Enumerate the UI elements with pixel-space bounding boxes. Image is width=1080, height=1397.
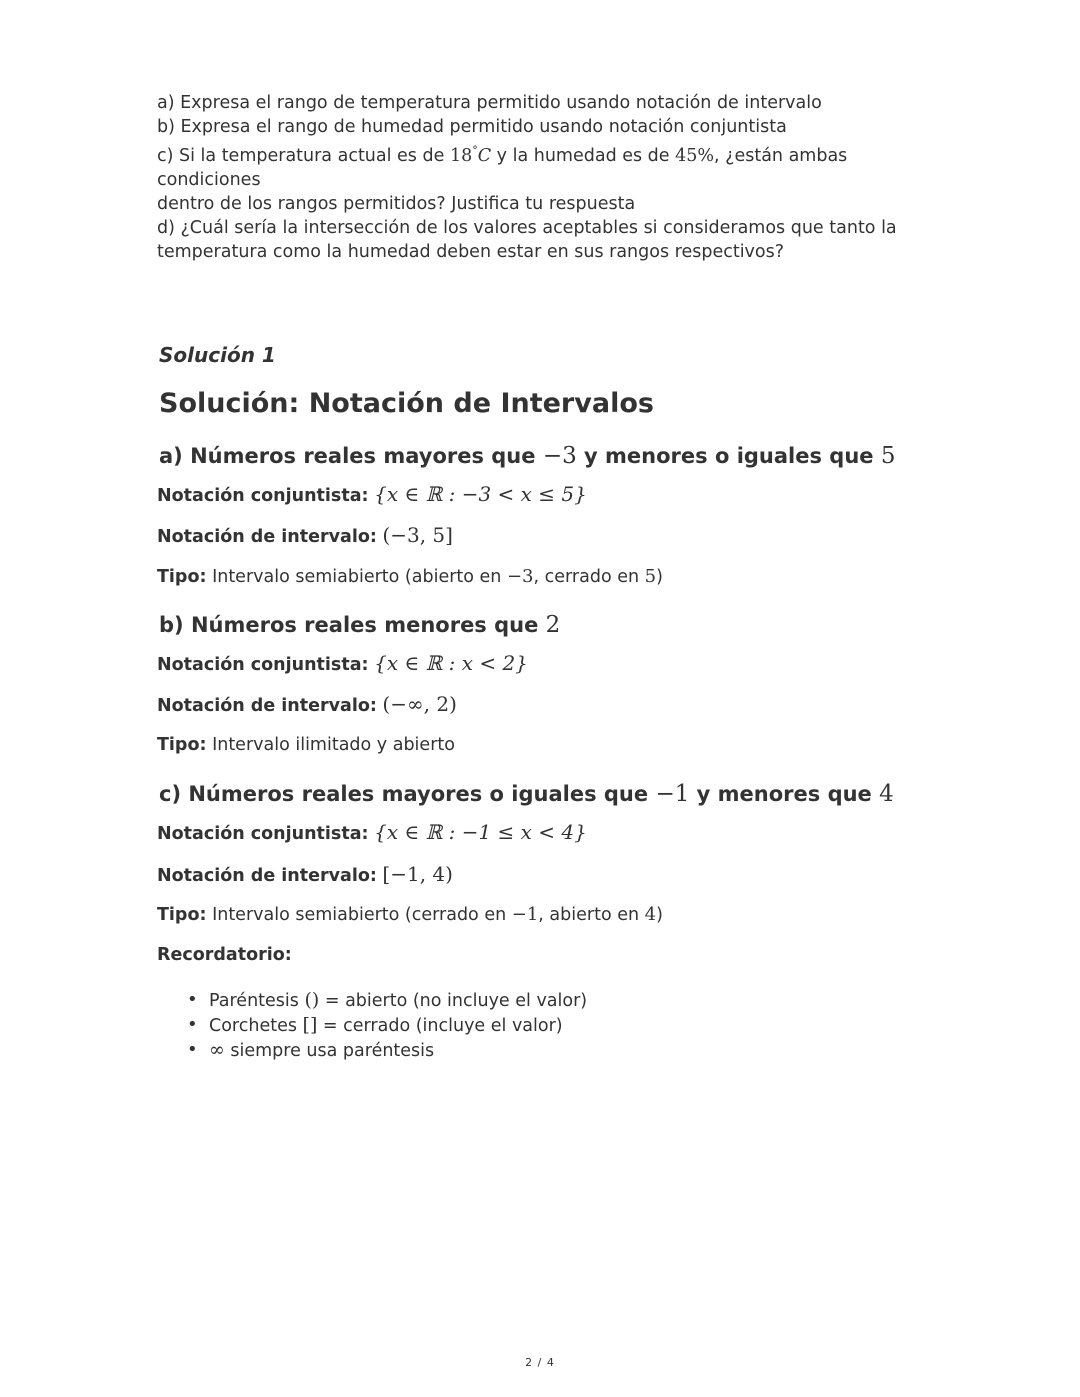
page-title: Solución: Notación de Intervalos xyxy=(159,388,654,419)
section-c-set-notation: Notación conjuntista: {x ∈ ℝ : −1 ≤ x < 4} xyxy=(157,820,587,844)
question-c-continued: dentro de los rangos permitidos? Justifica tu respuesta xyxy=(157,193,636,214)
section-c-interval-notation: Notación de intervalo: [−1, 4) xyxy=(157,862,453,886)
question-a: a) Expresa el rango de temperatura permitido usando notación de intervalo xyxy=(157,93,822,113)
exercise-questions xyxy=(157,91,937,264)
list-item: • Paréntesis () = abierto (no incluye el valor) xyxy=(187,988,587,1013)
section-a-title: a) Números reales mayores que −3 y menores o iguales que 5 xyxy=(159,443,896,469)
section-c-title: c) Números reales mayores o iguales que −1 y menores que 4 xyxy=(159,781,894,807)
section-c-type: Tipo: Intervalo semiabierto (cerrado en −1, abierto en 4) xyxy=(157,904,663,925)
question-c: c) Si la temperatura actual es de 18°C y la humedad es de 45%, ¿están ambas condiciones xyxy=(157,144,848,190)
section-a-type: Tipo: Intervalo semiabierto (abierto en −3, cerrado en 5) xyxy=(157,566,663,587)
question-d-continued: temperatura como la humedad deben estar en sus rangos respectivos? xyxy=(157,241,785,262)
page-number: 2 / 4 xyxy=(525,1356,555,1369)
list-item: • ∞ siempre usa paréntesis xyxy=(187,1038,587,1063)
section-a-interval-notation: Notación de intervalo: (−3, 5] xyxy=(157,523,453,547)
reminder-label: Recordatorio: xyxy=(157,945,292,965)
reminder-list xyxy=(187,988,587,1063)
solution-label: Solución 1 xyxy=(159,343,276,367)
section-b-type: Tipo: Intervalo ilimitado y abierto xyxy=(157,735,455,755)
question-b: b) Expresa el rango de humedad permitido usando notación conjuntista xyxy=(157,117,787,137)
section-b-interval-notation: Notación de intervalo: (−∞, 2) xyxy=(157,692,457,716)
question-d: d) ¿Cuál sería la intersección de los valores aceptables si consideramos que tanto la xyxy=(157,217,897,238)
list-item: • Corchetes [] = cerrado (incluye el valor) xyxy=(187,1013,587,1038)
section-b-title: b) Números reales menores que 2 xyxy=(159,612,561,638)
section-b-set-notation: Notación conjuntista: {x ∈ ℝ : x < 2} xyxy=(157,651,528,675)
section-a-set-notation: Notación conjuntista: {x ∈ ℝ : −3 < x ≤ 5} xyxy=(157,482,587,506)
